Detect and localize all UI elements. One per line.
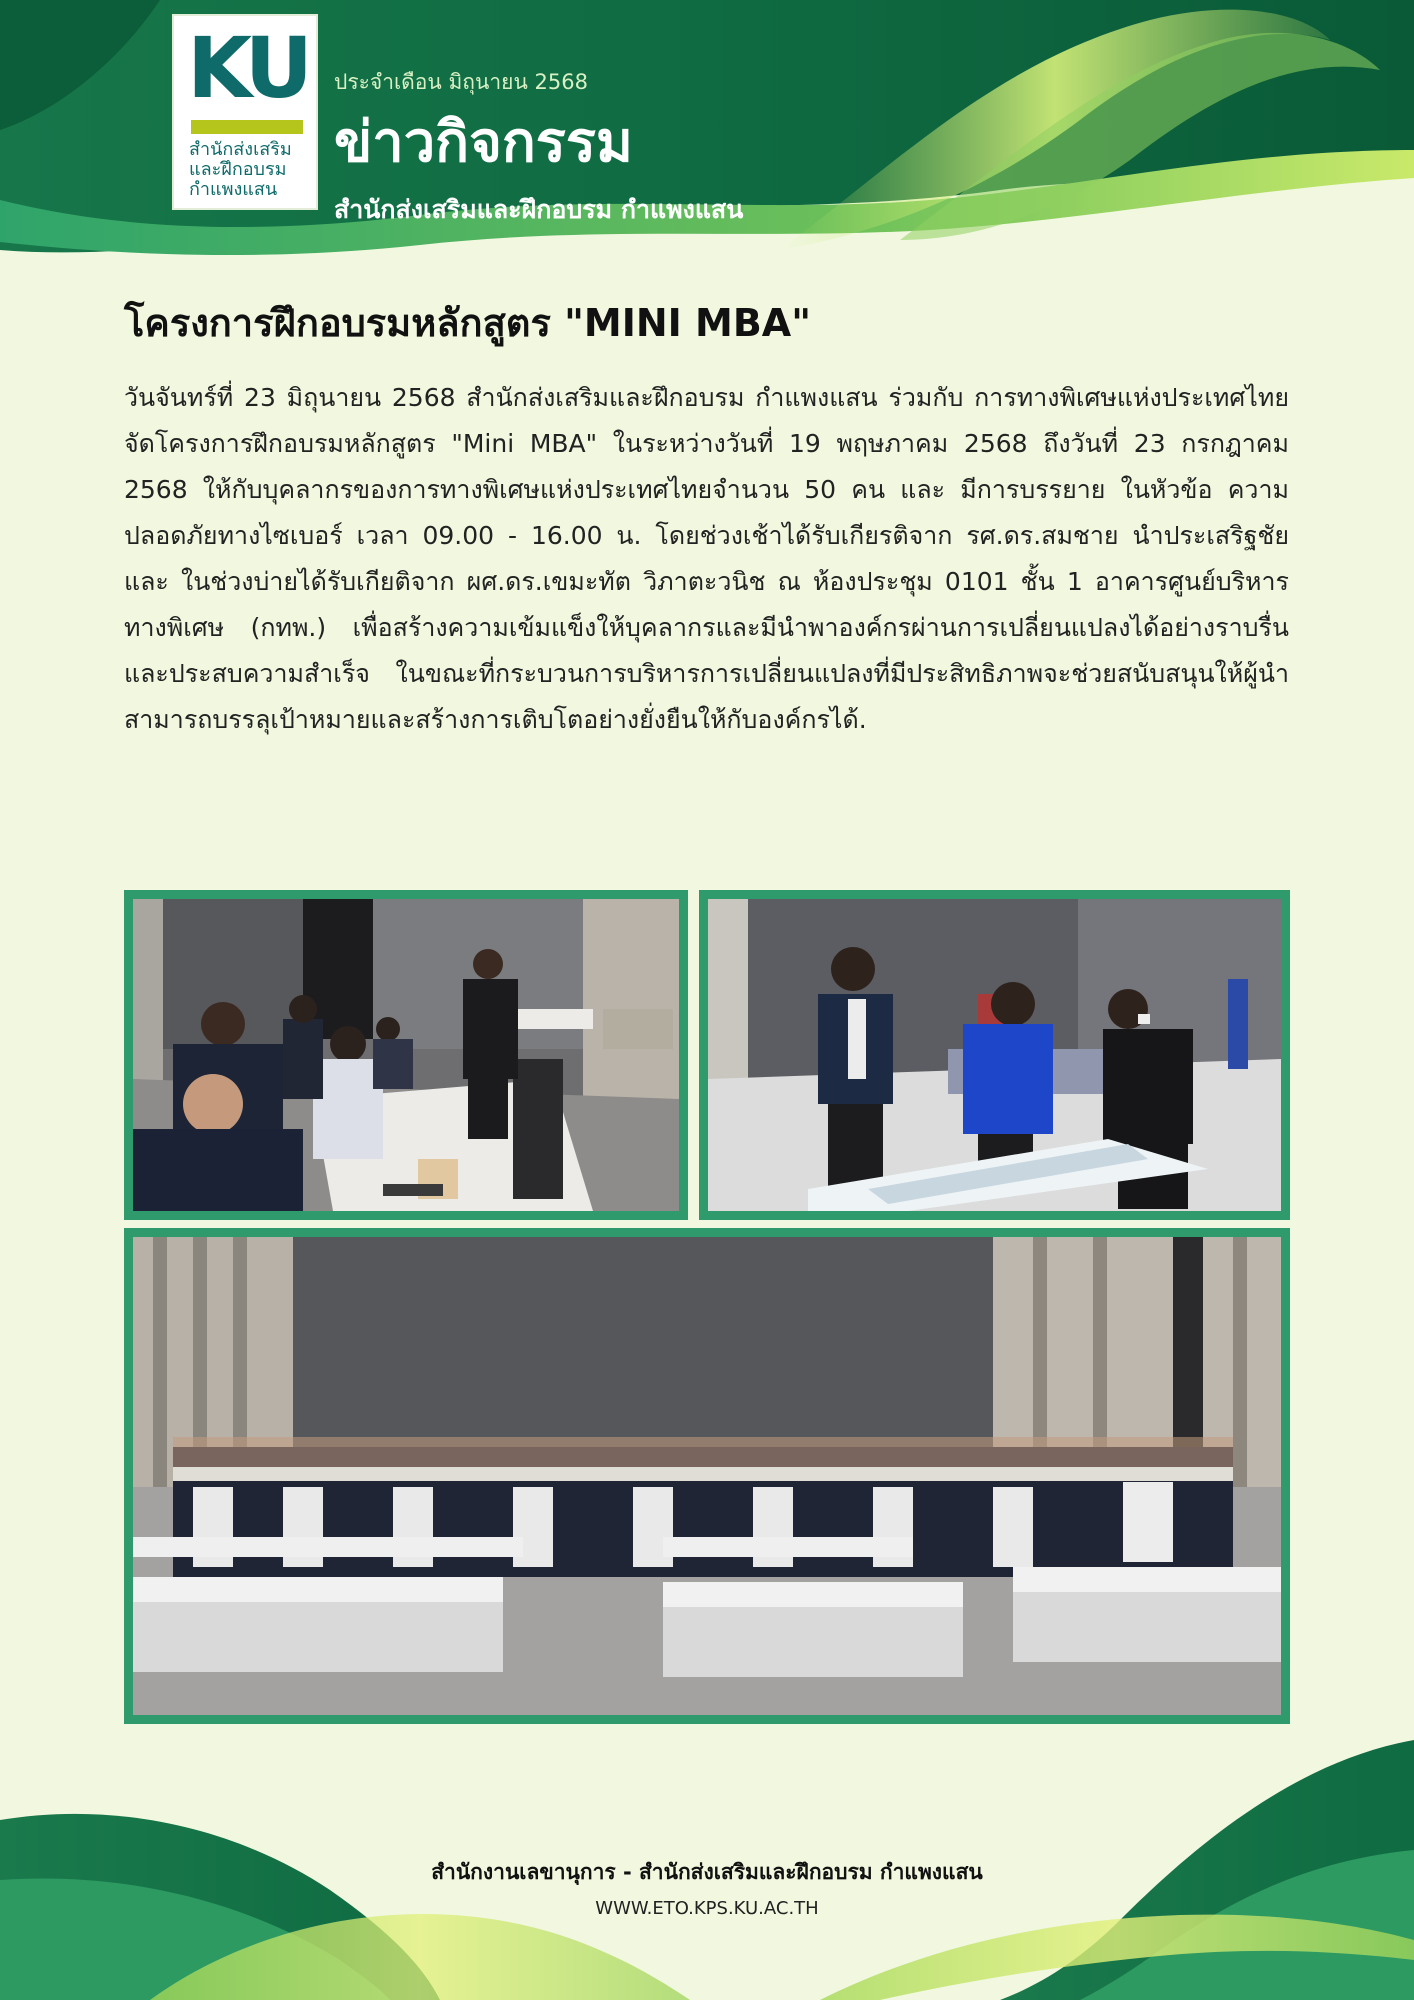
newsletter-subtitle: สำนักส่งเสริมและฝึกอบรม กำแพงแสน — [334, 195, 744, 224]
ku-logo — [172, 14, 318, 210]
footer-organization: สำนักงานเลขานุการ - สำนักส่งเสริมและฝึกอบรม กำแพงแสน — [431, 1860, 983, 1884]
photo-group-image — [133, 1237, 1281, 1715]
article-title: โครงการฝึกอบรมหลักสูตร "MINI MBA" — [124, 301, 811, 345]
photo-group — [124, 1228, 1290, 1724]
ku-logo-mark: KU — [187, 19, 307, 117]
article-body: วันจันทร์ที่ 23 มิถุนายน 2568 สำนักส่งเสริมและฝึกอบรม กำแพงแสน ร่วมกับ การทางพิเศษแห่งประเทศไทย จัดโครงการฝึกอบรมหลักสูตร "Mini MBA" ในระหว่างวันที่ 19 พฤษภาคม 2568 ถึงวันที่ 23 กรกฎาคม 2568 ให้กับบุคลากรของการทางพิเศษแห่งประเทศไทยจำนวน 50 คน และ มีการบรรยาย ในหัวข้อ ความปลอดภัยทางไซเบอร์ เวลา 09.00 - 16.00 น. โดยช่วงเช้าได้รับเกียรติจาก รศ.ดร.สมชาย นำประเสริฐชัย และ ในช่วงบ่ายได้รับเกียติจาก ผศ.ดร.เขมะทัต วิภาตะวนิช ณ ห้องประชุม 0101 ชั้น 1 อาคารศูนย์บริหารทางพิเศษ (กทพ.) เพื่อสร้างความเข้มแข็งให้บุคลากรและมีนำพาองค์กรผ่านการเปลี่ยนแปลงได้อย่างราบรื่นและประสบความสำเร็จ ในขณะที่กระบวนการบริหารการเปลี่ยนแปลงที่มีประสิทธิภาพจะช่วยสนับสนุนให้ผู้นำสามารถบรรลุเป้าหมายและสร้างการเติบโตอย่างยั่งยืนให้กับองค์กรได้. — [124, 383, 1289, 734]
photo-registration-image — [708, 899, 1281, 1211]
ku-logo-line: กำแพงแสน — [189, 179, 278, 200]
photo-registration — [699, 890, 1290, 1220]
ku-logo-line: และฝึกอบรม — [189, 159, 287, 180]
photo-lecture — [124, 890, 688, 1220]
ku-logo-line: สำนักส่งเสริม — [189, 139, 292, 160]
photo-lecture-image — [133, 899, 679, 1211]
newsletter-title: ข่าวกิจกรรม — [334, 110, 633, 175]
footer-website-link[interactable]: WWW.ETO.KPS.KU.AC.TH — [595, 1898, 819, 1919]
ku-logo-text — [189, 140, 311, 200]
issue-month: ประจำเดือน มิถุนายน 2568 — [334, 70, 588, 94]
ku-logo-bar — [191, 120, 303, 134]
